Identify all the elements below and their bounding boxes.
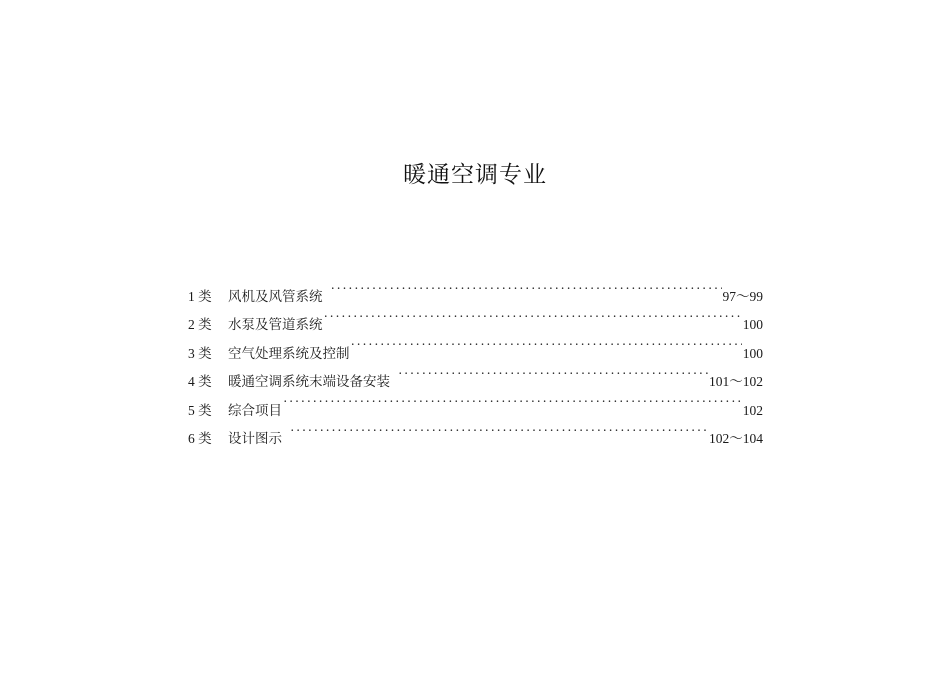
- toc-page-range: 102～104: [709, 430, 763, 446]
- toc-entry: [188, 283, 763, 311]
- toc-label: 水泵及管道系统: [228, 317, 323, 333]
- toc-entry: [188, 425, 763, 453]
- toc-label: 风机及风管系统: [228, 289, 323, 304]
- toc-category: 3 类: [188, 345, 212, 361]
- dot-leader: [290, 427, 708, 443]
- dot-leader: [283, 398, 742, 414]
- toc-page-range: 97～99: [722, 289, 763, 304]
- toc-label: 设计图示: [228, 430, 282, 446]
- toc-category: 6 类: [188, 430, 212, 446]
- dot-leader: [398, 370, 708, 386]
- toc-page-range: 101～102: [709, 374, 763, 390]
- toc-label: 综合项目: [228, 402, 282, 418]
- toc-entry: [188, 397, 763, 425]
- page-title: 暖通空调专业: [403, 162, 547, 188]
- toc-category: 2 类: [188, 317, 212, 333]
- toc-category: 5 类: [188, 402, 212, 418]
- toc-page-range: 102: [742, 402, 763, 418]
- toc-page-range: 100: [742, 345, 763, 361]
- toc-category: 1 类: [188, 289, 212, 304]
- dot-leader: [351, 342, 742, 358]
- toc-entry: [188, 368, 763, 396]
- toc-label: 暖通空调系统末端设备安装: [228, 374, 390, 390]
- toc-page-range: 100: [742, 317, 763, 333]
- toc-category: 4 类: [188, 374, 212, 390]
- toc-entry: [188, 340, 763, 368]
- dot-leader: [324, 313, 742, 329]
- toc-label: 空气处理系统及控制: [228, 345, 350, 361]
- toc-entry: [188, 311, 763, 339]
- table-of-contents: [188, 283, 763, 453]
- dot-leader: [331, 285, 722, 301]
